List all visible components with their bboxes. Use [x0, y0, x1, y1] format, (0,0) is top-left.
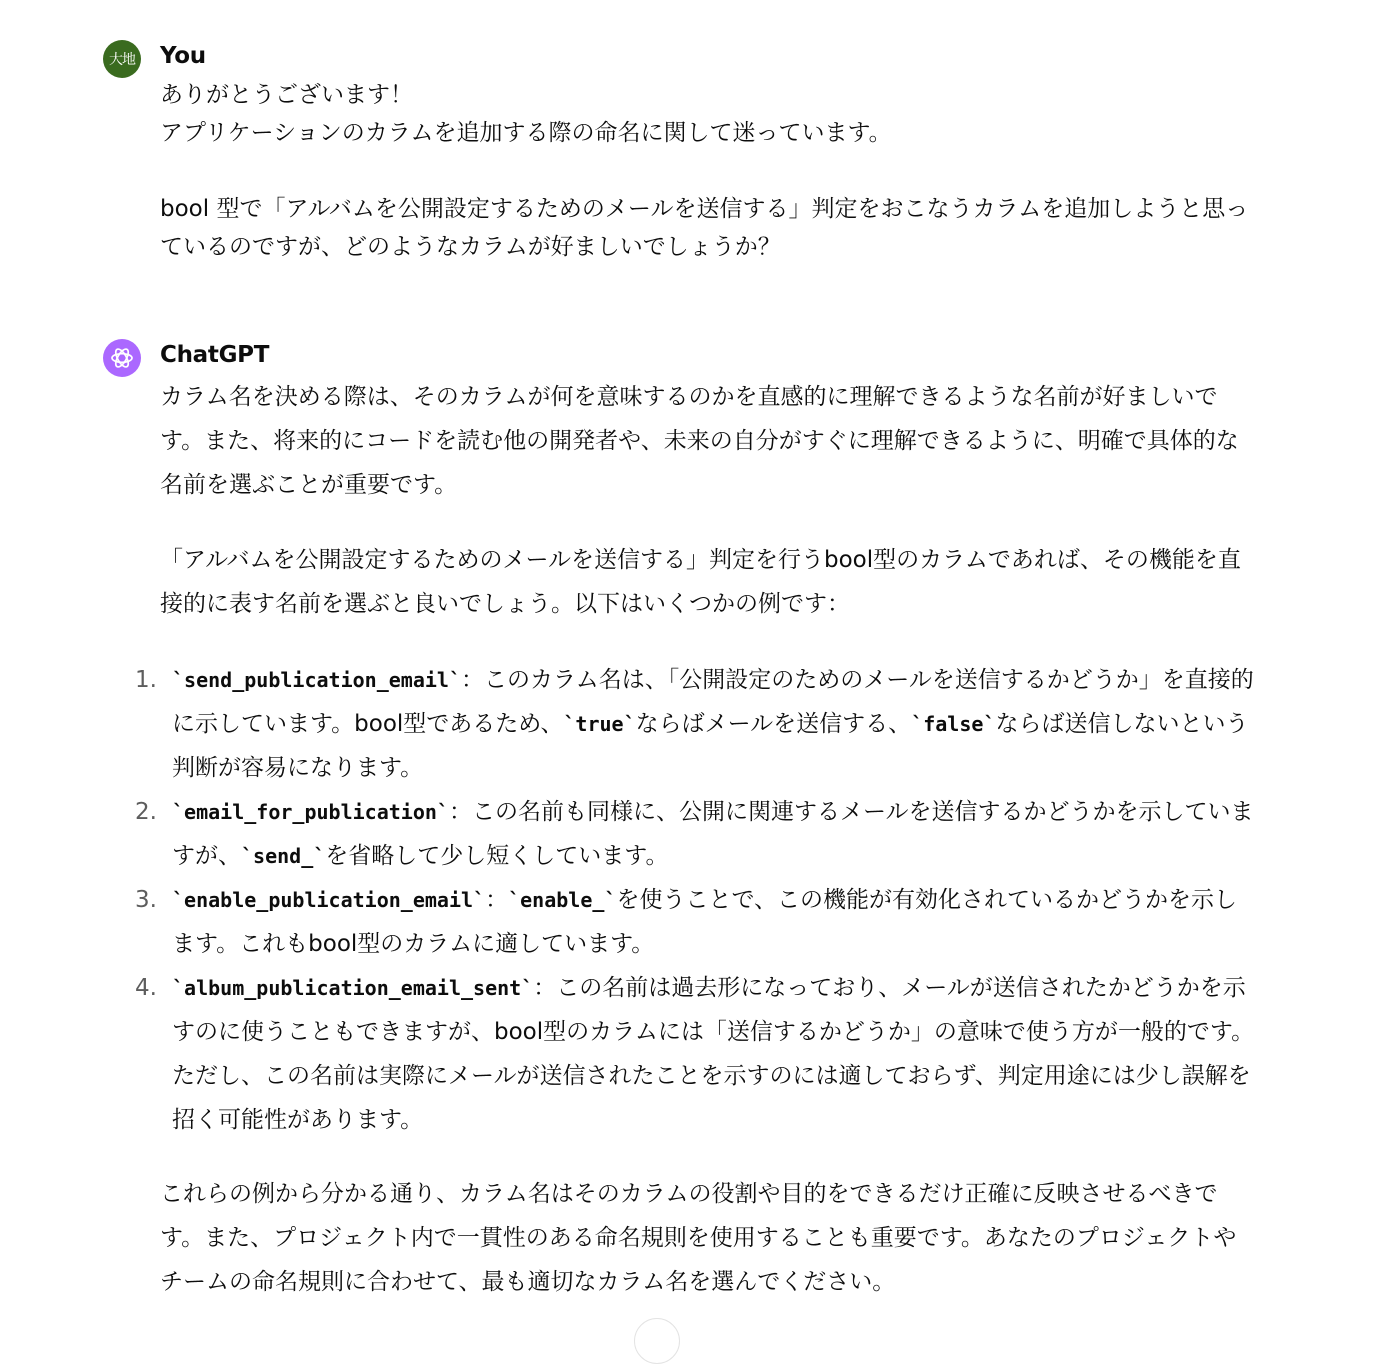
inline-code: `enable_` [508, 888, 617, 912]
list-item [135, 878, 1255, 966]
openai-logo-icon-graphic [109, 345, 135, 371]
list-item-text: ：この名前も同様に、公開に関連するメールを送信するかどうかを示していますが、 [172, 799, 1254, 869]
list-item-text: ： [485, 887, 509, 913]
list-item-text: ：このカラム名は、「公開設定のためのメールを送信するかどうか」を直接的に示しています。bool型であるため、 [172, 667, 1254, 737]
user-message-line: bool 型で「アルバムを公開設定するためのメールを送信する」判定をおこなうカラムを追加しようと思っているのですが、どのようなカラムが好ましいでしょうか？ [160, 196, 1249, 260]
assistant-lead-paragraph: 「アルバムを公開設定するためのメールを送信する」判定を行うbool型のカラムであれば、その機能を直接的に表す名前を選ぶと良いでしょう。以下はいくつかの例です： [160, 547, 1241, 617]
user-avatar-text: 大地 [109, 52, 135, 68]
list-item [135, 966, 1255, 1142]
list-item-number: 2. [135, 799, 157, 825]
column-name-code: `enable_publication_email` [172, 888, 486, 912]
list-item-text: ならばメールを送信する、 [635, 711, 912, 737]
list-item-number: 1. [135, 667, 157, 693]
assistant-message-body [135, 375, 1255, 1304]
example-list [135, 658, 1255, 1142]
user-message-line: アプリケーションのカラムを追加する際の命名に関して迷っています。 [160, 120, 892, 146]
assistant-closing-paragraph: これらの例から分かる通り、カラム名はそのカラムの役割や目的をできるだけ正確に反映させるべきです。また、プロジェクト内で一貫性のある命名規則を使用することも重要です。あなたのプロジェクトやチームの命名規則に合わせて、最も適切なカラム名を選んでください。 [160, 1181, 1237, 1295]
assistant-intro-paragraph: カラム名を決める際は、そのカラムが何を意味するのかを直感的に理解できるような名前が好ましいです。また、将来的にコードを読む他の開発者や、未来の自分がすぐに理解できるように、明確で具体的な名前を選ぶことが重要です。 [160, 384, 1239, 498]
column-name-code: `send_publication_email` [172, 668, 461, 692]
user-avatar [103, 40, 141, 78]
list-item-number: 4. [135, 975, 157, 1001]
list-item-text: ：この名前は過去形になっており、メールが送信されたかどうかを示すのに使うこともできますが、bool型のカラムには「送信するかどうか」の意味で使う方が一般的です。ただし、この名前は実際にメールが送信されたことを示すのには適しておらず、判定用途には少し誤解を招く可能性があります。 [172, 975, 1255, 1133]
user-message-line: ありがとうございます！ [160, 82, 413, 108]
inline-code: `false` [911, 712, 996, 736]
column-name-code: `email_for_publication` [172, 800, 449, 824]
scroll-to-bottom-button[interactable] [634, 1318, 680, 1364]
inline-code: `send_` [241, 844, 326, 868]
list-item [135, 658, 1255, 790]
openai-logo-icon [103, 339, 141, 377]
list-item-number: 3. [135, 887, 157, 913]
list-item-text: を省略して少し短くしています。 [325, 843, 669, 869]
inline-code: `true` [563, 712, 636, 736]
list-item [135, 790, 1255, 878]
user-message-body [160, 76, 1255, 266]
user-author-name: You [160, 43, 206, 69]
assistant-author-name: ChatGPT [160, 342, 270, 368]
list-item-text: を使うことで、この機能が有効化されているかどうかを示します。これもbool型のカラムに適しています。 [172, 887, 1237, 957]
column-name-code: `album_publication_email_sent` [172, 976, 534, 1000]
list-item-text: ならば送信しないという判断が容易になります。 [172, 711, 1249, 781]
